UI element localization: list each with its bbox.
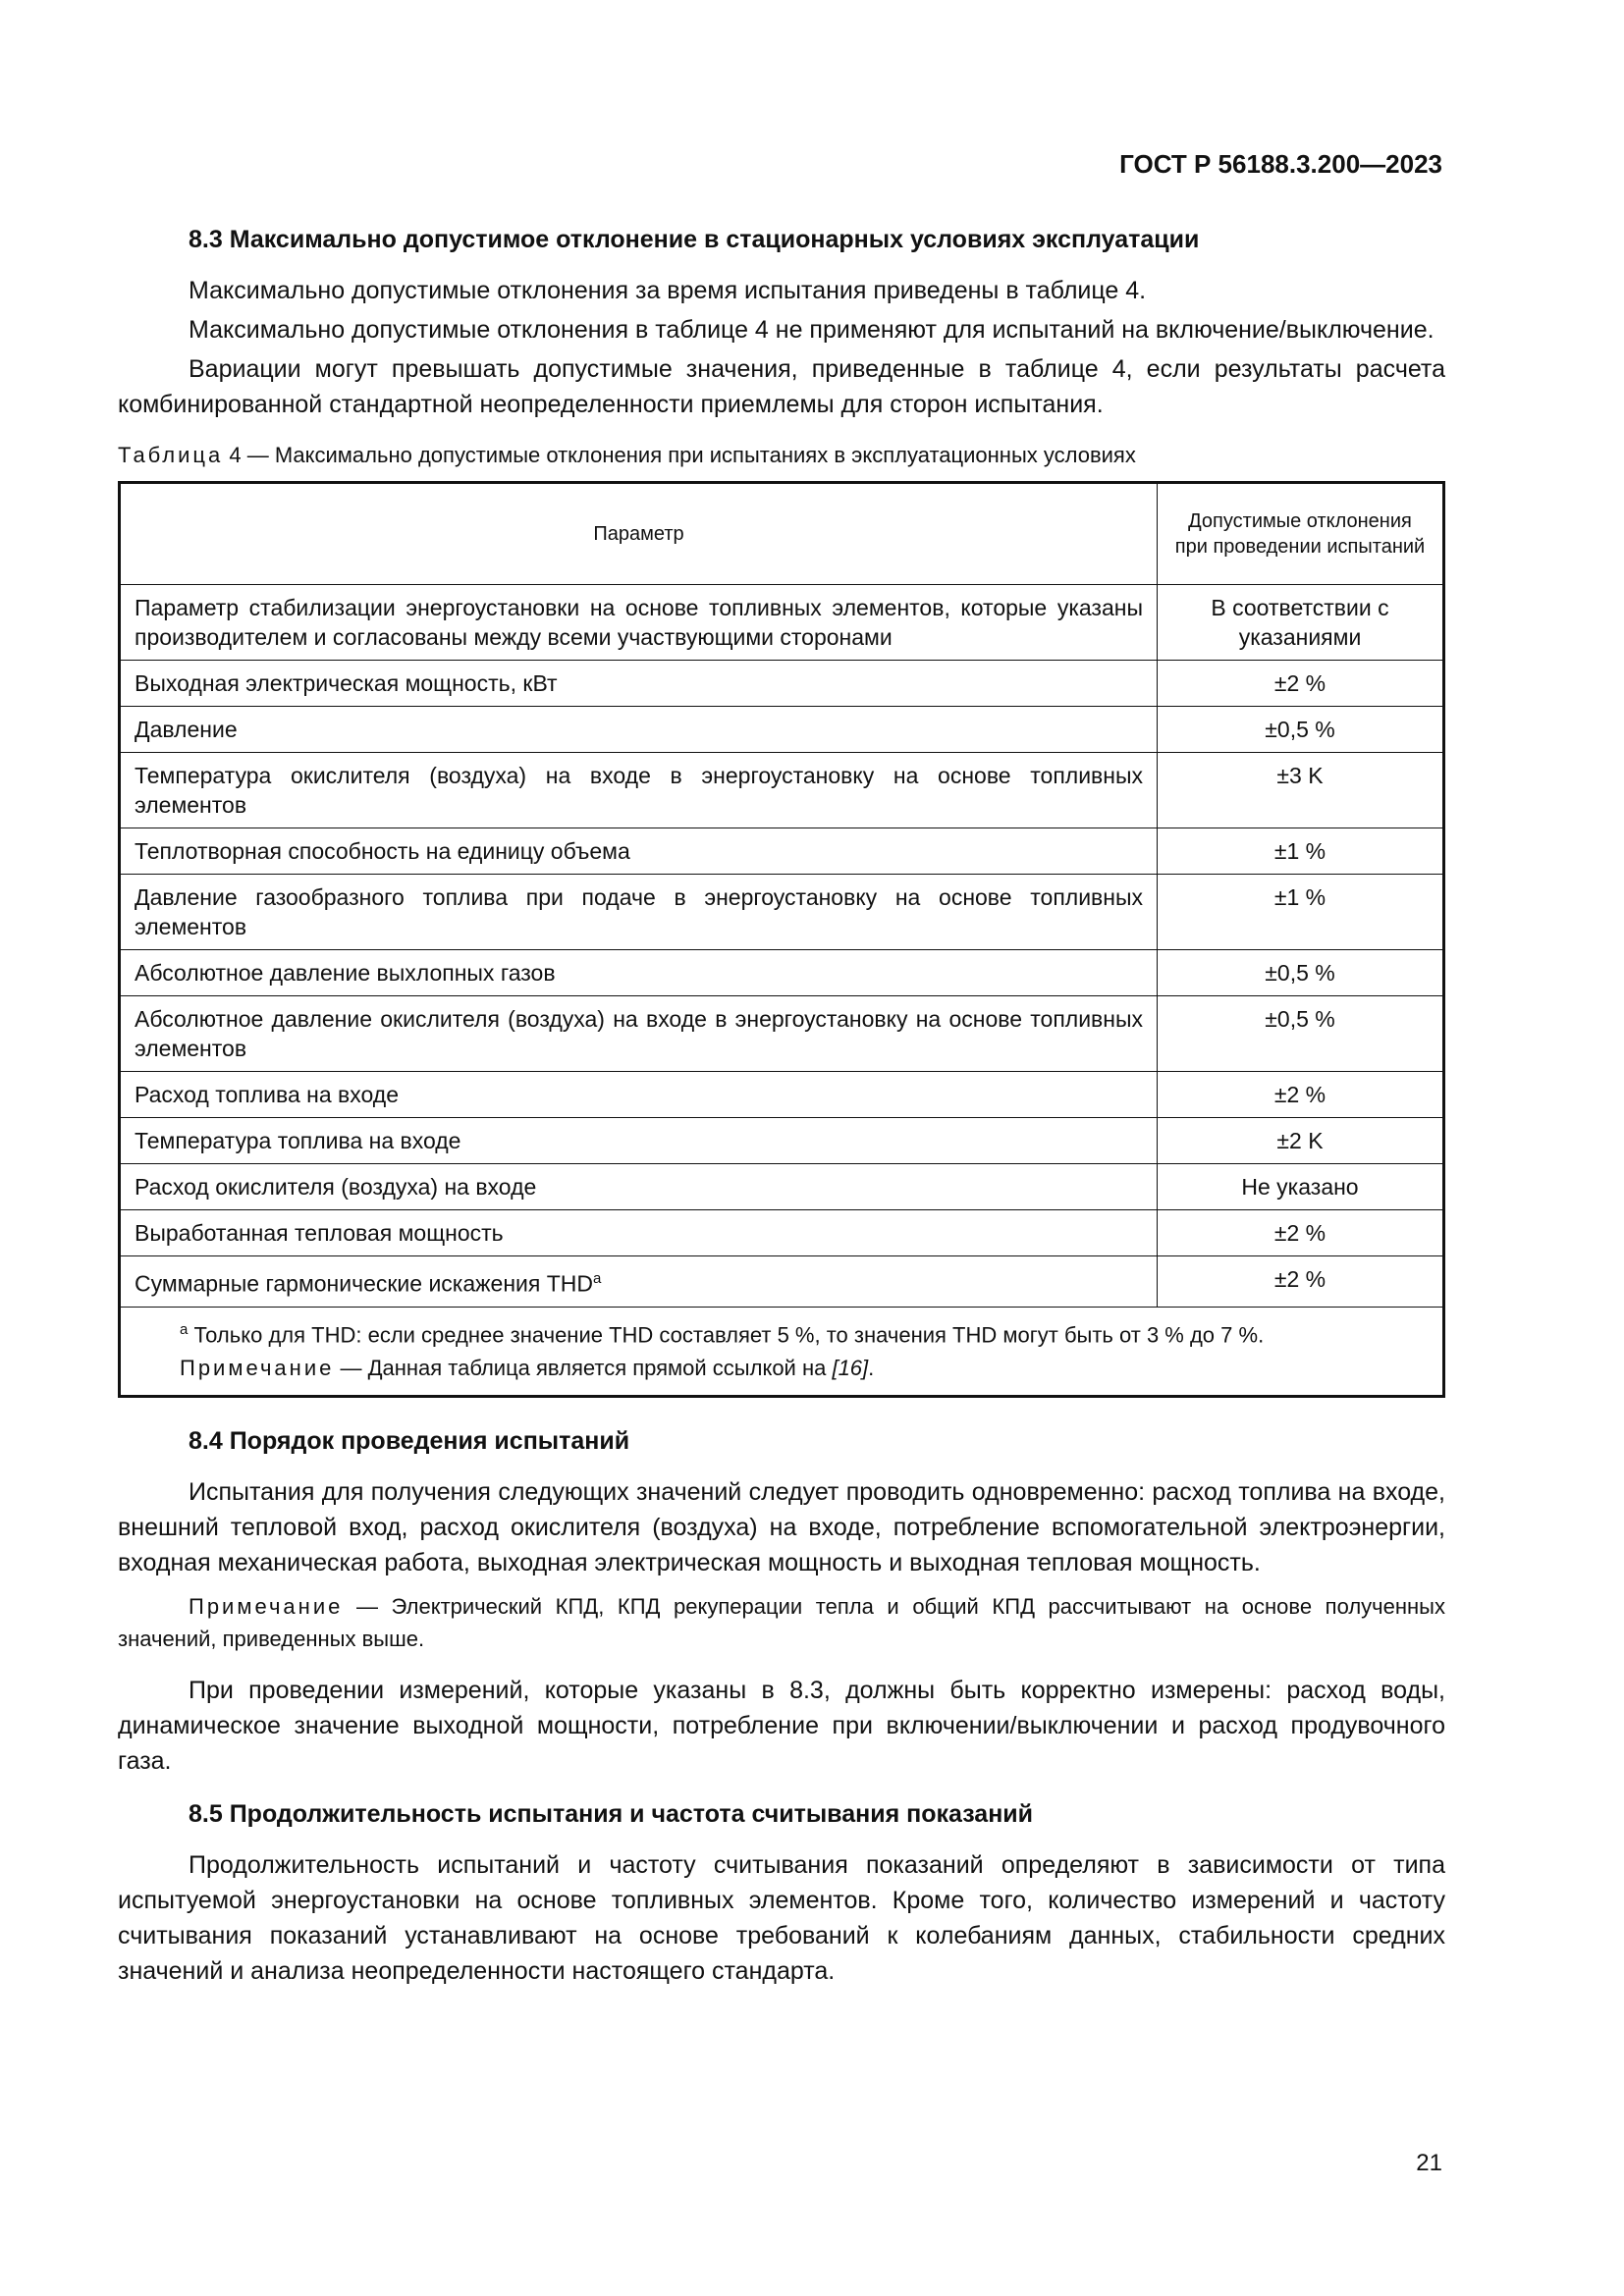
row-value: ±2 %: [1158, 661, 1444, 707]
row-param: Теплотворная способность на единицу объема: [120, 828, 1158, 875]
row-value: ±2 %: [1158, 1256, 1444, 1308]
table-footer-row: [120, 1307, 1444, 1396]
table-row: [120, 585, 1444, 661]
table-note-text: — Данная таблица является прямой ссылкой на: [334, 1355, 833, 1380]
section-8-5-title: 8.5 Продолжительность испытания и частота считывания показаний: [189, 1799, 1034, 1828]
standard-code-header: ГОСТ Р 56188.3.200—2023: [1119, 149, 1442, 179]
section-8-4-note-text: — Электрический КПД, КПД рекуперации тепла и общий КПД рассчитывают на основе полученных значений, приведенных выше.: [118, 1593, 1445, 1651]
row-param: [120, 1256, 1158, 1308]
row-param: Давление: [120, 707, 1158, 753]
table-row: [120, 875, 1444, 950]
section-8-3-paragraph-1: Максимально допустимые отклонения за время испытания приведены в таблице 4.: [189, 277, 1147, 304]
row-value: ±2 %: [1158, 1210, 1444, 1256]
row-param: Давление газообразного топлива при подаче в энергоустановку на основе топливных элементов: [120, 875, 1158, 950]
section-8-3-paragraph-2: Максимально допустимые отклонения в таблице 4 не применяют для испытаний на включение/выключение.: [189, 316, 1435, 344]
row-value: Не указано: [1158, 1164, 1444, 1210]
table-row: [120, 1118, 1444, 1164]
section-8-4-title: 8.4 Порядок проведения испытаний: [189, 1426, 630, 1455]
table-header-row: [120, 483, 1444, 585]
section-8-4-note-label: Примечание: [189, 1593, 344, 1619]
section-8-4-paragraph-2: При проведении измерений, которые указаны в 8.3, должны быть корректно измерены: расход воды, динамическое значение выходной мощности, потребление при включении/выключении и расход продувочного газа.: [118, 1676, 1445, 1775]
section-8-3-paragraph-3: Вариации могут превышать допустимые значения, приведенные в таблице 4, если результаты расчета комбинированной стандартной неопределенности приемлемы для сторон испытания.: [118, 355, 1445, 418]
row-param-text: Суммарные гармонические искажения THD: [135, 1270, 594, 1297]
section-8-3-title: 8.3 Максимально допустимое отклонение в стационарных условиях эксплуатации: [189, 226, 1200, 253]
table-row: [120, 1164, 1444, 1210]
table-footer: [120, 1307, 1444, 1396]
row-value: ±0,5 %: [1158, 950, 1444, 996]
table-row: [120, 1072, 1444, 1118]
row-value: ±3 K: [1158, 753, 1444, 828]
row-param: Выработанная тепловая мощность: [120, 1210, 1158, 1256]
row-value: ±0,5 %: [1158, 707, 1444, 753]
table-row: [120, 707, 1444, 753]
table-4: [118, 481, 1445, 1398]
row-param: Температура топлива на входе: [120, 1118, 1158, 1164]
row-value: ±0,5 %: [1158, 996, 1444, 1072]
table-row: [120, 828, 1444, 875]
row-param: Расход окислителя (воздуха) на входе: [120, 1164, 1158, 1210]
table-row: [120, 1210, 1444, 1256]
row-param: Выходная электрическая мощность, кВт: [120, 661, 1158, 707]
row-value: ±1 %: [1158, 875, 1444, 950]
section-8-4-note: [118, 1590, 1445, 1655]
table-note: [180, 1352, 1429, 1385]
table-4-caption-label: Таблица: [118, 443, 224, 467]
row-param: Абсолютное давление выхлопных газов: [120, 950, 1158, 996]
page-content: [118, 222, 1445, 1993]
table-4-caption: [118, 440, 1445, 471]
table-row: [120, 950, 1444, 996]
table-row: [120, 1256, 1444, 1308]
footnote-mark: a: [180, 1320, 189, 1338]
row-param: Температура окислителя (воздуха) на входе в энергоустановку на основе топливных элементов: [120, 753, 1158, 828]
footnote-text: Только для THD: если среднее значение THD составляет 5 %, то значения THD могут быть от 3 % до 7 %.: [188, 1321, 1265, 1347]
row-value: ±2 K: [1158, 1118, 1444, 1164]
table-footnote: [180, 1313, 1429, 1352]
table-row: [120, 753, 1444, 828]
page-number: 21: [1416, 2150, 1442, 2176]
header-param: Параметр: [120, 483, 1158, 585]
section-8-5-paragraph: Продолжительность испытаний и частоту считывания показаний определяют в зависимости от типа испытуемой энергоустановки на основе топливных элементов. Кроме того, количество измерений и частоту считывания показаний устанавливают на основе требований к колебаниям данных, стабильности средних значений и анализа неопределенности настоящего стандарта.: [118, 1850, 1445, 1985]
table-row: [120, 661, 1444, 707]
row-value: В соответствии с указаниями: [1158, 585, 1444, 661]
row-param: Параметр стабилизации энергоустановки на основе топливных элементов, которые указаны производителем и согласованы между всеми участвующими сторонами: [120, 585, 1158, 661]
table-note-reference: [16]: [832, 1355, 869, 1380]
row-value: ±1 %: [1158, 828, 1444, 875]
table-note-label: Примечание: [180, 1355, 335, 1380]
row-value: ±2 %: [1158, 1072, 1444, 1118]
row-param: Абсолютное давление окислителя (воздуха) на входе в энергоустановку на основе топливных элементов: [120, 996, 1158, 1072]
section-8-4-paragraph-1: Испытания для получения следующих значений следует проводить одновременно: расход топлива на входе, внешний тепловой вход, расход окислителя (воздуха) на входе, потребление вспомогательной электроэнергии, входная механическая работа, выходная электрическая мощность и выходная тепловая мощность.: [118, 1477, 1445, 1576]
row-param: Расход топлива на входе: [120, 1072, 1158, 1118]
table-note-end: .: [868, 1355, 875, 1380]
table-4-caption-text: 4 — Максимально допустимые отклонения при испытаниях в эксплуатационных условиях: [223, 443, 1136, 467]
footnote-marker: a: [593, 1270, 602, 1287]
table-row: [120, 996, 1444, 1072]
header-deviation: Допустимые отклонения при проведении испытаний: [1158, 483, 1444, 585]
